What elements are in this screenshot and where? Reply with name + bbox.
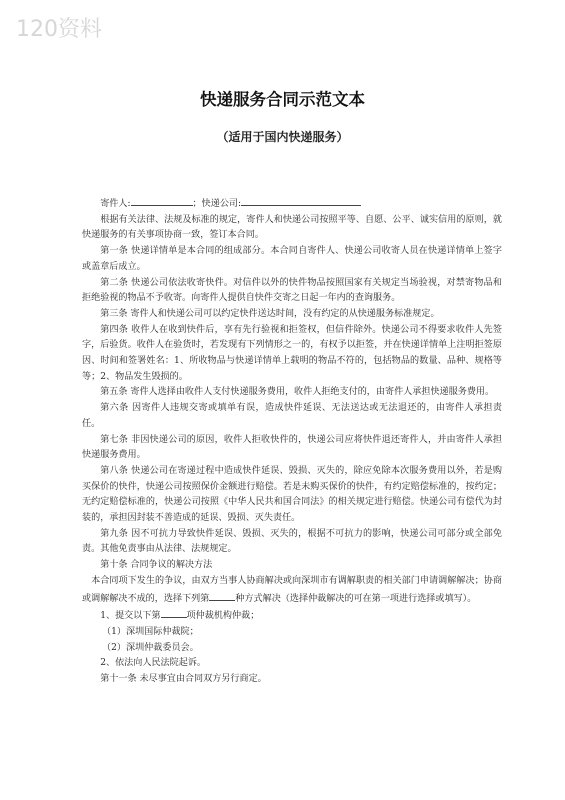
- article-5: 第五条 寄件人选择由收件人支付快递服务费用，收件人拒绝支付的，由寄件人承担快递服务费用。: [100, 387, 495, 398]
- article-11: 第十一条 未尽事宜由合同双方另行商定。: [100, 674, 267, 685]
- dispute-text-after: 种方式解决（选择仲裁解决的可在第一项进行选择或填写）。: [235, 593, 477, 604]
- dispute-method-blank: [209, 590, 235, 601]
- article-6: 第六条 因寄件人违规交寄或填单有误，造成快件延误、无法送达或无法退还的，由寄件人承担责任。: [82, 403, 502, 429]
- article-10-heading: 第十条 合同争议的解决方法: [100, 560, 213, 571]
- dispute-option-1: [82, 607, 502, 625]
- article-9: 第九条 因不可抗力导致快件延误、毁损、灭失的，根据不可抗力的影响，快递公司可部分或全部免责。其他免责事由从法律、法规规定。: [82, 528, 502, 555]
- arbitration-blank: [161, 607, 187, 618]
- arbitration-option-2: （2）深圳仲裁委员会。: [102, 642, 199, 653]
- article-1: 第一条 快递详情单是本合同的组成部分。本合同自寄件人、快递公司收寄人员在快递详情单上签字或盖章后成立。: [82, 246, 502, 272]
- sender-blank: [131, 195, 193, 206]
- article-4: 第四条 收件人在收到快件后，享有先行验视和拒签权，但信件除外。快递公司不得要求收件人先签字，后验货。收件人在验货时，若发现有下列情形之一的，有权予以拒签，并在快递详情单上注明拒签原因、时间和签署姓名：1、所收物品与快递详情单上载明的物品不符的，包括物品的数量、品种、规格等等；2、物品发生毁损的。: [82, 324, 502, 382]
- courier-label: ；快递公司:: [192, 199, 242, 209]
- preamble-paragraph: 根据有关法律、法规及标准的规定，寄件人和快递公司按照平等、自愿、公平、诚实信用的原则，就快递服务的有关事项协商一致，签订本合同。: [82, 214, 502, 241]
- dispute-option-2: 2、依法向人民法院起诉。: [100, 658, 207, 669]
- courier-blank: [241, 195, 361, 206]
- arbitration-option-1: （1）深圳国际仲裁院；: [102, 626, 199, 637]
- article-7: 第七条 非因快递公司的原因，收件人拒收快件的，快递公司应将快件退还寄件人，并由寄件人承担快递服务费用。: [82, 434, 502, 461]
- dispute-text-before: 本合同项下发生的争议，由双方当事人协商解决或向深圳市有调解职责的相关部门申请调解解决；协商或调解解决不成的，选择下列第: [82, 575, 502, 604]
- document-title: 快递服务合同示范文本: [200, 90, 365, 109]
- document-subtitle: （适用于国内快递服务）: [216, 130, 349, 144]
- option1-after: 项仲裁机构仲裁；: [186, 611, 260, 622]
- sender-label: 寄件人:: [100, 199, 131, 209]
- article-3: 第三条 寄件人和快递公司可以约定快件送达时间，没有约定的从快递服务标准规定。: [100, 308, 440, 319]
- contract-body: [82, 195, 502, 688]
- article-10-text: [82, 574, 502, 607]
- watermark: 120资料: [16, 17, 102, 42]
- article-2: 第二条 快递公司依法收寄快件。对信件以外的快件物品按照国家有关规定当场验视，对禁寄物品和拒绝验视的物品不予收寄。向寄件人提供自快件交寄之日起一年内的查询服务。: [82, 277, 502, 304]
- article-8: 第八条 快递公司在寄递过程中造成快件延误、毁损、灭失的，除应免除本次服务费用以外，若是购买保价的快件，快递公司按照保价金额进行赔偿。若是未购买保价的快件，有约定赔偿标准的，按约定；无约定赔偿标准的，快递公司按照《中华人民共和国合同法》的相关规定进行赔偿。快递公司有偿代为封装的，承担因封装不善造成的延误、毁损、灭失责任。: [82, 465, 502, 524]
- option1-before: 1、提交以下第: [100, 611, 161, 622]
- parties-line: [82, 195, 502, 213]
